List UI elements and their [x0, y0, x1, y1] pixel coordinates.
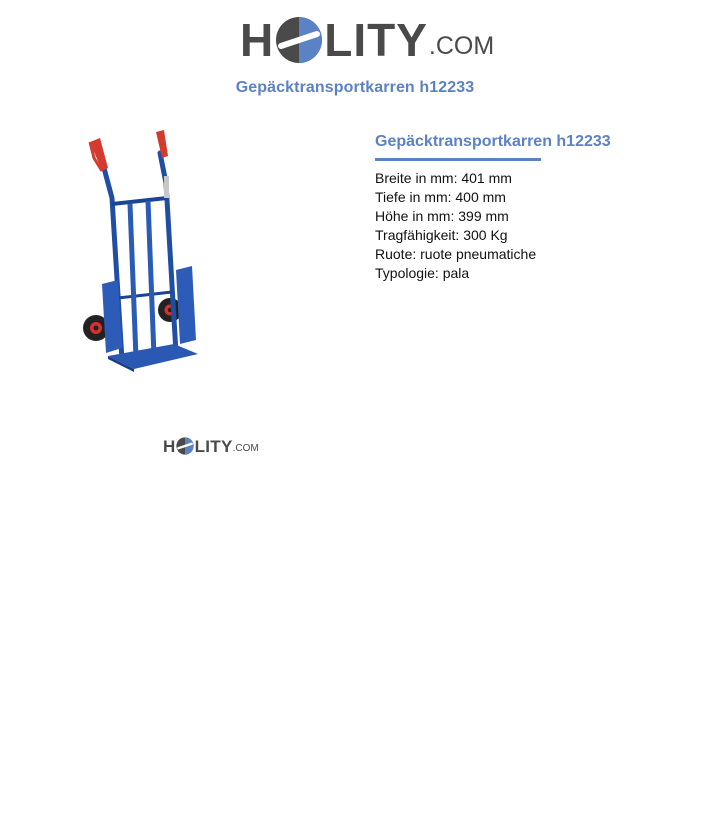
watermark-letters-left: H	[163, 436, 176, 456]
spec-ruote: Ruote: ruote pneumatiche	[375, 246, 537, 262]
spec-hoehe: Höhe in mm: 399 mm	[375, 208, 509, 224]
logo-suffix: .COM	[428, 31, 495, 60]
spec-tiefe: Tiefe in mm: 400 mm	[375, 189, 506, 205]
spec-tragfaehigkeit: Tragfähigkeit: 300 Kg	[375, 227, 508, 243]
spec-list	[375, 169, 695, 283]
watermark-letters-right: LITY	[194, 436, 233, 456]
logo-letters-left: H	[240, 14, 275, 66]
watermark-o-mark-icon	[176, 437, 194, 455]
watermark-suffix: .COM	[232, 442, 259, 454]
logo-letters-right: LITY	[324, 14, 428, 66]
spec-breite: Breite in mm: 401 mm	[375, 170, 512, 186]
logo-o-mark-icon	[275, 16, 323, 64]
product-title: Gepäcktransportkarren h12233	[375, 133, 611, 150]
hand-truck-image	[74, 128, 214, 378]
holity-watermark-logo	[163, 436, 259, 456]
holity-logo[interactable]	[240, 14, 494, 66]
page-subtitle: Gepäcktransportkarren h12233	[235, 79, 475, 96]
title-underline	[375, 158, 541, 161]
spec-typologie: Typologie: pala	[375, 265, 470, 281]
product-info	[375, 132, 695, 283]
